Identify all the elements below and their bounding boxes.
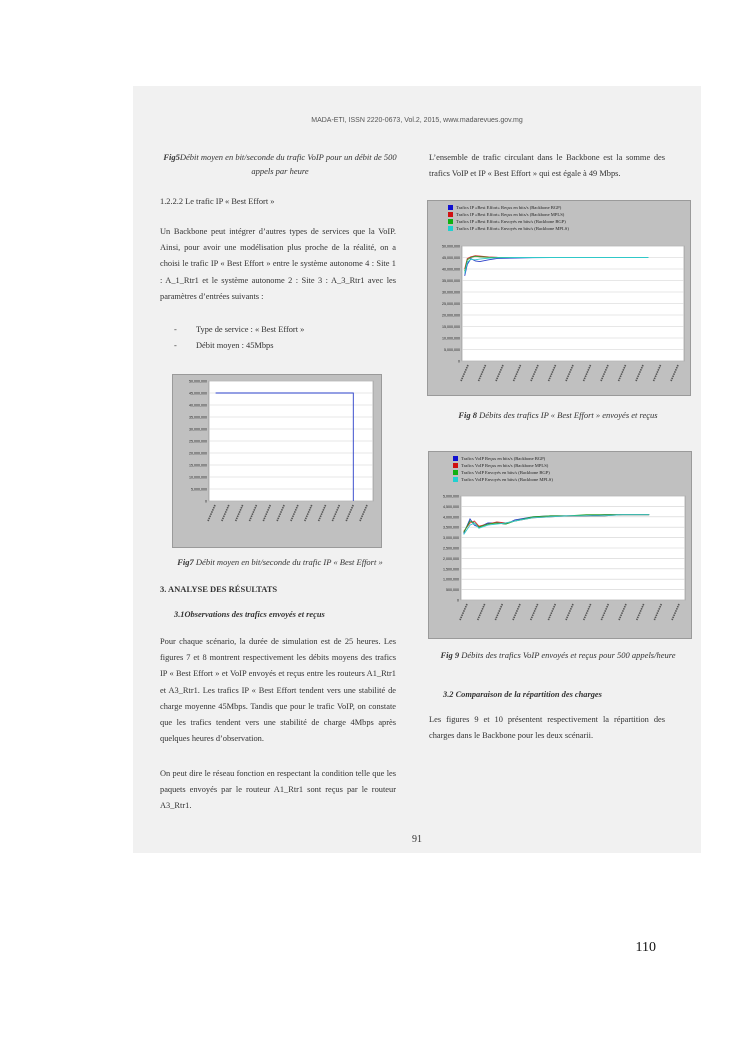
outer-page-number: 110	[635, 940, 656, 955]
fig9-ytick-label: 1,500,000	[443, 567, 459, 572]
fig7-xtick-mark	[360, 505, 367, 521]
journal-header: MADA-ETI, ISSN 2220-0673, Vol.2, 2015, www.madarevues.gov.mg	[311, 117, 523, 124]
fig7-xtick-mark	[208, 505, 215, 521]
fig9-caption-text: Débits des trafics VoIP envoyés et reçus pour 500 appels/heure	[459, 650, 676, 660]
fig8-ytick-label: 10,000,000	[442, 336, 460, 341]
fig8-xtick-mark	[601, 365, 608, 381]
fig9-label: Fig 9	[440, 650, 460, 660]
fig7-xtick-mark	[249, 505, 256, 521]
fig7-ytick-label: 50,000,000	[189, 379, 207, 384]
section-32-title: 3.2 Comparaison de la répartition des charges	[443, 690, 602, 699]
fig8-ytick-label: 35,000,000	[442, 279, 460, 283]
fig9-ytick-label: 1,000,000	[443, 577, 459, 582]
section-3-title: 3. ANALYSE DES RÉSULTATS	[160, 584, 278, 594]
fig9-ytick-label: 4,500,000	[443, 504, 459, 509]
fig8-ytick-label: 50,000,000	[442, 244, 460, 249]
fig9-ytick-label: 3,500,000	[443, 525, 459, 530]
fig7-ytick-label: 45,000,000	[189, 391, 207, 396]
parameter-service-type: - Type de service : « Best Effort »	[172, 322, 392, 338]
fig8-legend	[448, 204, 569, 232]
fig8-xtick-mark	[566, 365, 573, 381]
fig8-xtick-mark	[496, 365, 503, 381]
paragraph-load-distribution: Les figures 9 et 10 présentent respectivement la répartition des charges dans le Backbone pour les deux scénarii.	[429, 715, 665, 741]
fig8-xtick-mark	[584, 365, 591, 381]
paragraph-observations: Pour chaque scénario, la durée de simulation est de 25 heures. Les figures 7 et 8 montrent respectivement les débits moyens des trafics IP « Best Effort » et VoIP envoyés et reçus entre les routeurs A1_Rtr1 et A3_Rtr1. Les trafics IP « Best Effort tendent vers une stabilité de charge moyenne 45Mbps. Tandis que pour le trafic VoIP, on constate que les trafics tendent vers une stabilité de charge 4Mbps après quelques heures d’observation.	[160, 637, 396, 744]
section-31-title: 3.1Observations des trafics envoyés et reçus	[174, 610, 325, 619]
fig8-xtick-mark	[479, 365, 486, 381]
fig7-ytick-label: 20,000,000	[189, 451, 207, 456]
fig9-xtick-mark	[601, 604, 608, 620]
fig8-ytick-label: 45,000,000	[442, 256, 460, 260]
fig7-xtick-mark	[277, 505, 284, 521]
fig9-xtick-mark	[619, 604, 626, 620]
fig7-xtick-mark	[291, 505, 298, 521]
fig9-xtick-mark	[637, 604, 644, 620]
fig9-legend-item	[453, 469, 553, 476]
fig9-legend-swatch	[453, 456, 458, 461]
fig8-xtick-mark	[671, 365, 678, 381]
fig8-ytick-label: 20,000,000	[442, 313, 460, 318]
fig7-xtick-mark	[263, 505, 270, 521]
fig9-xtick-mark	[548, 604, 555, 620]
fig7-xtick-mark	[319, 505, 326, 521]
fig8-legend-label: Trafics IP «Best Effort» Envoyés en bits/s (Backbone BGP)	[456, 219, 566, 224]
fig8-chart	[427, 200, 691, 396]
fig8-ytick-label: 30,000,000	[442, 290, 460, 295]
fig7-ytick-label: 40,000,000	[189, 403, 207, 408]
fig9-caption	[427, 648, 689, 662]
fig8-legend-label: Trafics IP «Best Effort» Reçus en bits/s (Backbone MPLS)	[456, 212, 565, 217]
fig7-xtick-mark	[222, 505, 229, 521]
fig8-label: Fig 8	[458, 410, 478, 420]
fig9-xtick-mark	[566, 604, 573, 620]
fig8-xtick-mark	[636, 365, 643, 381]
section-1222-title: 1.2.2.2 Le trafic IP « Best Effort »	[160, 197, 275, 206]
paragraph-conclusion: On peut dire le réseau fonction en respectant la condition telle que les paquets envoyés par le routeur A1_Rtr1 sont reçus par le routeur A3_Rtr1.	[160, 769, 396, 811]
fig9-xtick-mark	[478, 604, 485, 620]
parameter-mean-rate: - Débit moyen : 45Mbps	[172, 338, 392, 354]
fig8-xtick-mark	[514, 365, 521, 381]
fig8-legend-label: Trafics IP «Best Effort» Reçus en bits/s (Backbone BGP)	[456, 205, 562, 210]
fig8-xtick-mark	[549, 365, 556, 381]
fig8-legend-item	[448, 204, 569, 211]
fig7-plot	[173, 375, 381, 547]
fig8-xtick-mark	[654, 365, 661, 381]
fig7-ytick-label: 25,000,000	[189, 439, 207, 444]
fig8-ytick-label: 0	[458, 359, 460, 364]
fig8-ytick-label: 40,000,000	[442, 267, 460, 272]
fig9-xtick-mark	[513, 604, 520, 620]
parameter-list	[172, 322, 392, 354]
fig8-legend-swatch	[448, 219, 453, 224]
fig9-xtick-mark	[672, 604, 679, 620]
fig8-legend-item	[448, 218, 569, 225]
fig9-legend-swatch	[453, 477, 458, 482]
fig8-caption-text: Débits des trafics IP « Best Effort » envoyés et reçus	[477, 410, 658, 420]
fig8-xtick-mark	[619, 365, 626, 381]
fig9-legend-label: Trafics VoIP Reçus en bits/s (Backbone BGP)	[461, 456, 546, 461]
paragraph-total-traffic: L’ensemble de trafic circulant dans le Backbone est la somme des trafics VoIP et IP « Best Effort » qui est égale à 49 Mbps.	[429, 153, 665, 179]
fig5-label: Fig5	[163, 152, 180, 162]
fig8-xtick-mark	[461, 365, 468, 381]
fig7-xtick-mark	[236, 505, 243, 521]
fig9-ytick-label: 3,000,000	[443, 536, 459, 541]
fig8-legend-swatch	[448, 212, 453, 217]
fig9-xtick-mark	[460, 604, 467, 620]
fig7-ytick-label: 35,000,000	[189, 415, 207, 420]
fig8-ytick-label: 25,000,000	[442, 302, 460, 306]
fig9-xtick-mark	[531, 604, 538, 620]
fig9-legend-item	[453, 455, 553, 462]
fig9-legend-label: Trafics VoIP Envoyés en bits/s (Backbone MPLS)	[461, 477, 553, 482]
fig7-label: Fig7	[177, 557, 194, 567]
fig9-legend-item	[453, 476, 553, 483]
fig9-ytick-label: 500,000	[446, 588, 459, 593]
fig9-ytick-label: 5,000,000	[443, 494, 459, 499]
fig9-legend-swatch	[453, 463, 458, 468]
page-number: 91	[412, 834, 422, 845]
fig7-caption-text: Débit moyen en bit/seconde du trafic IP « Best Effort »	[193, 557, 383, 567]
fig9-ytick-label: 0	[457, 598, 459, 603]
fig9-ytick-label: 2,500,000	[443, 546, 459, 551]
fig9-legend-item	[453, 462, 553, 469]
fig9-xtick-mark	[584, 604, 591, 620]
fig7-ytick-label: 10,000,000	[189, 475, 207, 480]
fig7-ytick-label: 0	[205, 499, 207, 504]
fig8-ytick-label: 15,000,000	[442, 325, 460, 329]
fig8-ytick-label: 5,000,000	[444, 348, 460, 352]
fig9-ytick-label: 2,000,000	[443, 556, 459, 561]
fig9-legend	[453, 455, 553, 483]
fig5-caption-text: Débit moyen en bit/seconde du trafic VoIP pour un débit de 500 appels par heure	[179, 152, 397, 176]
fig8-caption	[427, 408, 689, 422]
fig8-legend-swatch	[448, 226, 453, 231]
fig7-xtick-mark	[305, 505, 312, 521]
fig8-xtick-mark	[531, 365, 538, 381]
fig8-legend-item	[448, 225, 569, 232]
paragraph-best-effort-intro: Un Backbone peut intégrer d’autres types de services que la VoIP. Ainsi, pour avoir une modélisation plus proche de la réalité, on a choisi le trafic IP « Best Effort » entre le système autonome 4 : Site 1 : A_1_Rtr1 et le système autonome 2 : Site 3 : A_3_Rtr1 avec les paramètres d’entrées suivants :	[160, 227, 396, 301]
fig9-legend-swatch	[453, 470, 458, 475]
fig8-legend-swatch	[448, 205, 453, 210]
fig7-xtick-mark	[332, 505, 339, 521]
fig9-xtick-mark	[654, 604, 661, 620]
fig9-legend-label: Trafics VoIP Reçus en bits/s (Backbone MPLS)	[461, 463, 549, 468]
fig9-xtick-mark	[495, 604, 502, 620]
fig7-ytick-label: 15,000,000	[189, 463, 207, 468]
fig8-legend-label: Trafics IP «Best Effort» Envoyés en bits/s (Backbone MPLS)	[456, 226, 569, 231]
fig7-caption	[160, 555, 400, 569]
fig8-legend-item	[448, 211, 569, 218]
fig7-chart	[172, 374, 382, 548]
fig9-ytick-label: 4,000,000	[443, 515, 459, 520]
fig7-ytick-label: 5,000,000	[191, 487, 207, 492]
fig7-ytick-label: 30,000,000	[189, 427, 207, 432]
fig7-xtick-mark	[346, 505, 353, 521]
fig5-caption	[160, 150, 400, 178]
fig9-legend-label: Trafics VoIP Envoyés en bits/s (Backbone BGP)	[461, 470, 550, 475]
fig9-chart	[428, 451, 692, 639]
